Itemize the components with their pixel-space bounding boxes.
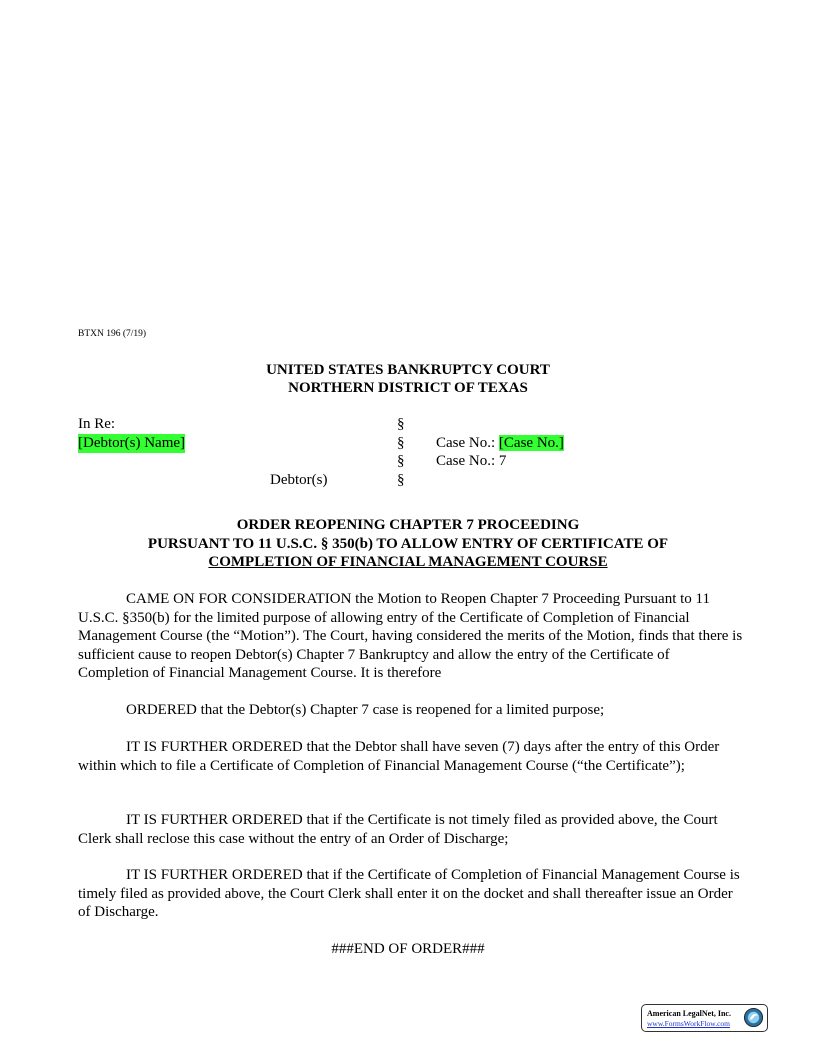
further-ordered-paragraph-3: IT IS FURTHER ORDERED that if the Certificate of Completion of Financial Management Course is timely filed as provided above, the Court Clerk shall enter it on the docket and shall thereafter issue an Order of Discharge. bbox=[78, 867, 740, 920]
caption-row-4 bbox=[0, 471, 816, 490]
publisher-name: American LegalNet, Inc. bbox=[647, 1009, 731, 1018]
further-ordered-paragraph-1: IT IS FURTHER ORDERED that the Debtor shall have seven (7) days after the entry of this Order within which to file a Certificate of Completion of Financial Management Course (“the Certificate”); bbox=[78, 739, 720, 774]
order-title-line-2: PURSUANT TO 11 U.S.C. § 350(b) TO ALLOW ENTRY OF CERTIFICATE OF bbox=[147, 536, 669, 552]
debtor-name-field[interactable]: [Debtor(s) Name] bbox=[78, 435, 186, 451]
case-no-field[interactable]: [Case No.] bbox=[498, 435, 564, 451]
publisher-url-link[interactable]: www.FormsWorkFlow.com bbox=[647, 1019, 731, 1028]
end-of-order: ###END OF ORDER### bbox=[331, 941, 485, 957]
form-code: BTXN 196 (7/19) bbox=[78, 329, 147, 339]
chapter-value: 7 bbox=[498, 453, 507, 469]
chapter-label: Case No.: bbox=[436, 453, 496, 469]
order-title-line-1: ORDER REOPENING CHAPTER 7 PROCEEDING bbox=[236, 517, 580, 533]
order-title-line-3 bbox=[0, 553, 816, 572]
case-number-line bbox=[436, 434, 564, 453]
further-ordered-paragraph-2: IT IS FURTHER ORDERED that if the Certificate is not timely filed as provided above, the Court Clerk shall reclose this case without the entry of an Order of Discharge; bbox=[78, 812, 718, 847]
debtor-label: Debtor(s) bbox=[270, 472, 328, 488]
court-district: NORTHERN DISTRICT OF TEXAS bbox=[288, 380, 528, 396]
in-re-label: In Re: bbox=[78, 416, 116, 432]
caption-row-1 bbox=[0, 415, 816, 434]
section-symbol: § bbox=[397, 435, 405, 451]
ordered-paragraph: ORDERED that the Debtor(s) Chapter 7 case is reopened for a limited purpose; bbox=[126, 702, 605, 718]
consideration-paragraph: CAME ON FOR CONSIDERATION the Motion to Reopen Chapter 7 Proceeding Pursuant to 11 U.S.C. §350(b) for the limited purpose of allowing entry of the Certificate of Completion of Financial Management Course (the “Motion”). The Court, having considered the merits of the Motion, finds that there is sufficient cause to reopen Debtor(s) Chapter 7 Bankruptcy and allow the entry of the Certificate of Completion of Financial Management Course. It is therefore bbox=[78, 591, 743, 681]
order-title-underlined: COMPLETION OF FINANCIAL MANAGEMENT COURSE bbox=[208, 554, 608, 570]
caption-row-3 bbox=[0, 452, 816, 471]
globe-icon bbox=[743, 1007, 764, 1028]
publisher-logo[interactable] bbox=[641, 1004, 768, 1032]
court-name: UNITED STATES BANKRUPTCY COURT bbox=[266, 362, 550, 378]
chapter-line bbox=[436, 452, 506, 471]
case-no-label: Case No.: bbox=[436, 435, 496, 451]
section-symbol: § bbox=[397, 453, 405, 469]
section-symbol: § bbox=[397, 416, 405, 432]
section-symbol: § bbox=[397, 472, 405, 488]
caption-row-2 bbox=[0, 434, 816, 453]
